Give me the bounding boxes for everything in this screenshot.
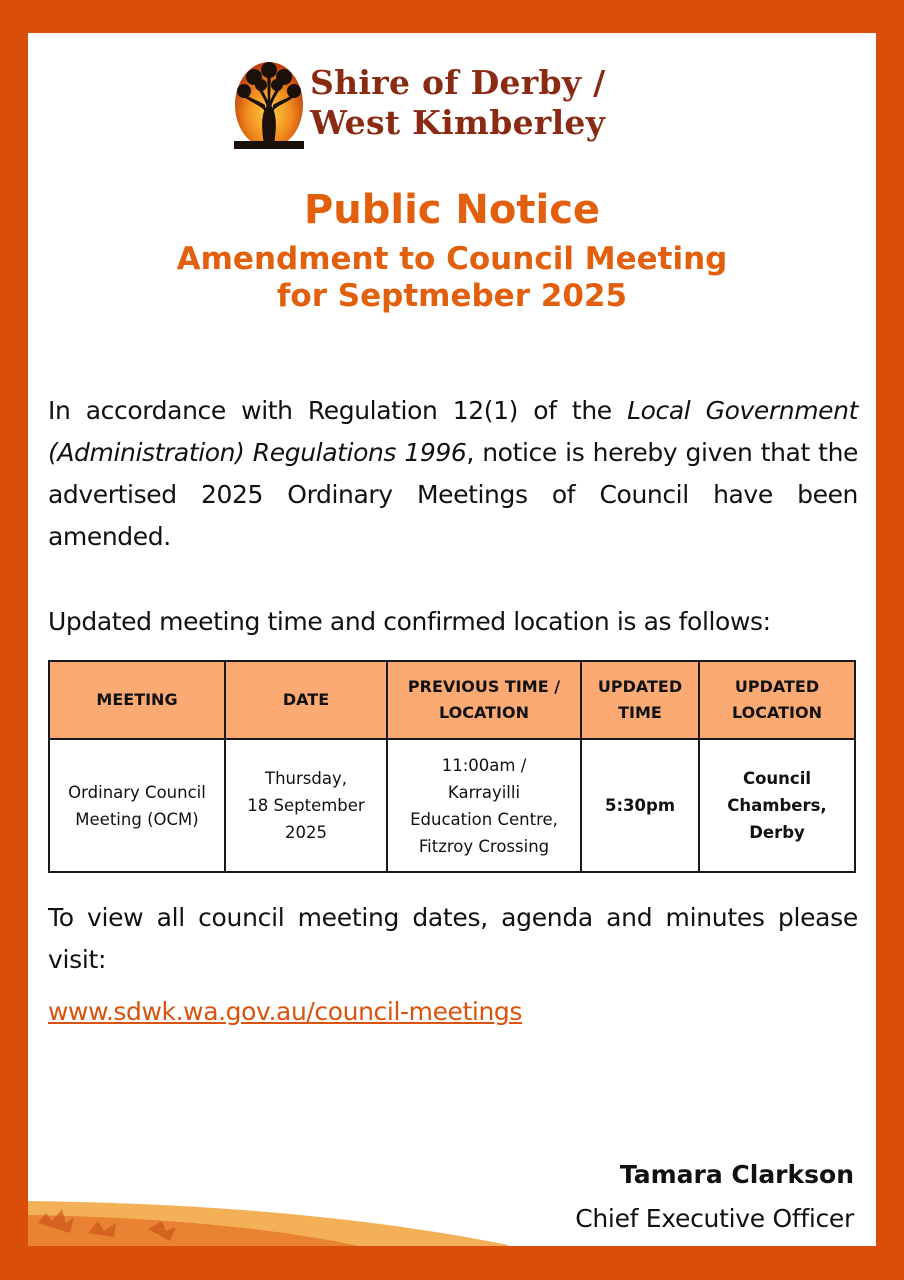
page-title: Public Notice: [303, 187, 601, 233]
header-meeting: MEETING: [49, 661, 225, 739]
header-updated-time: UPDATED TIME: [581, 661, 699, 739]
boab-tree-icon: [234, 61, 304, 149]
regulation-act-name: Local Government (Administration) Regulations 1996: [48, 396, 858, 467]
subtitle-line-2: for Septmeber 2025: [276, 278, 628, 314]
signatory-title: Chief Executive Officer: [575, 1204, 854, 1233]
subtitle-line-1: Amendment to Council Meeting: [176, 241, 728, 277]
cell-date: Thursday, 18 September 2025: [225, 739, 387, 872]
table-row: [49, 739, 855, 872]
signatory-name: Tamara Clarkson: [619, 1160, 854, 1189]
council-meetings-link[interactable]: www.sdwk.wa.gov.au/council-meetings: [48, 997, 523, 1026]
logo-line-1: Shire of Derby /: [310, 63, 606, 102]
cell-updated-time: 5:30pm: [581, 739, 699, 872]
visit-paragraph: To view all council meeting dates, agenda and minutes please visit:: [48, 903, 858, 974]
shire-logo: [234, 61, 634, 151]
regulation-paragraph: [48, 390, 858, 558]
header-updated-location: UPDATED LOCATION: [699, 661, 855, 739]
logo-wordmark: [310, 63, 606, 143]
cell-previous: 11:00am / Karrayilli Education Centre, Fitzroy Crossing: [387, 739, 581, 872]
cell-updated-location: Council Chambers, Derby: [699, 739, 855, 872]
table-header-row: [49, 661, 855, 739]
header-previous: PREVIOUS TIME / LOCATION: [387, 661, 581, 739]
header-date: DATE: [225, 661, 387, 739]
regulation-text-start: In accordance with Regulation 12(1) of the: [48, 396, 628, 425]
cell-meeting: Ordinary Council Meeting (OCM): [49, 739, 225, 872]
intro-paragraph: Updated meeting time and confirmed location is as follows:: [48, 607, 771, 636]
logo-line-2: West Kimberley: [310, 103, 606, 142]
notice-page: [28, 33, 876, 1246]
meeting-table: [48, 660, 856, 873]
regulation-text-end: , notice is hereby given that the advertised 2025 Ordinary Meetings of Council have been amended.: [48, 438, 859, 551]
